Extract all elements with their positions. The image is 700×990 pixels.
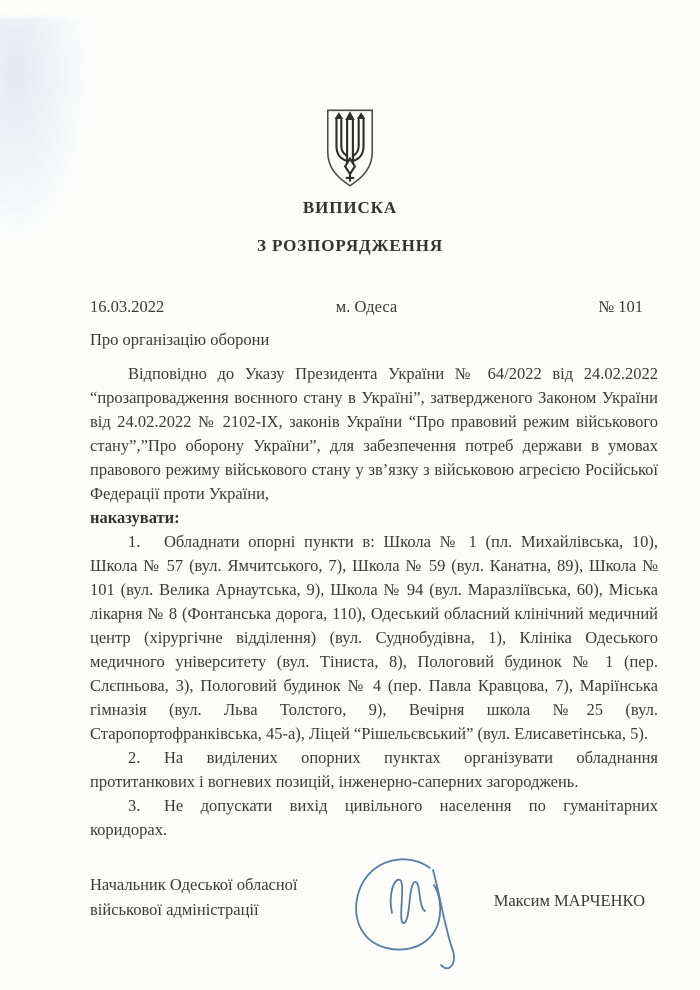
doc-body bbox=[90, 362, 658, 842]
signatory-position-line1: Начальник Одеської обласної bbox=[90, 875, 298, 894]
item-number: 3. bbox=[128, 796, 141, 815]
signature-block bbox=[90, 872, 655, 922]
order-item-2 bbox=[90, 746, 658, 794]
item-text: Не допускати вихід цивільного населення по гуманітарних коридорах. bbox=[90, 796, 658, 839]
order-item-3 bbox=[90, 794, 658, 842]
dateline bbox=[90, 297, 655, 317]
preamble-text: Відповідно до Указу Президента України № 64/2022 від 24.02.2022 “прозапровадження воєнного стану в Україні”, затвердженого Законом України від 24.02.2022 № 2102-IX, законів України “Про правовий режим військового стану”,”Про оборону України”, для забезпечення потреб держави в умовах правового режиму військового стану у зв’язку з військовою агресією Російської Федерації проти України, bbox=[90, 364, 658, 503]
signatory-position-line2: військової адміністрації bbox=[90, 900, 259, 919]
signatory-position bbox=[90, 872, 298, 922]
ukraine-trident-icon bbox=[321, 106, 379, 190]
item-text: На виділених опорних пунктах організувати обладнання протитанкових і вогневих позицій, інженерно-саперних загороджень. bbox=[90, 748, 658, 791]
doc-subject: Про організацію оборони bbox=[90, 330, 270, 349]
order-word: наказувати: bbox=[90, 508, 180, 527]
doc-title: ВИПИСКА bbox=[302, 198, 398, 217]
item-number: 2. bbox=[128, 748, 141, 767]
doc-subtitle: З РОЗПОРЯДЖЕННЯ bbox=[256, 236, 444, 255]
order-item-1 bbox=[90, 530, 658, 746]
doc-date: 16.03.2022 bbox=[90, 297, 165, 316]
item-text: Обладнати опорні пункти в: Школа № 1 (пл. Михайлівська, 10), Школа № 57 (вул. Ямчитського, 7), Школа № 59 (вул. Канатна, 89), Школа № 101 (вул. Велика Арнаутська, 9), Школа № 94 (вул. Маразліївська, 60), Міська лікарня № 8 (Фонтанська дорога, 110), Одеський обласний клінічний медичний центр (хірургічне відділення) (вул. Суднобудівна, 1), Клініка Одеського медичного університету (вул. Тіниста, 8), Пологовий будинок № 1 (пер. Слєпньова, 3), Пологовий будинок № 4 (пер. Павла Кравцова, 7), Маріїнська гімназія (вул. Льва Толстого, 9), Вечірня школа №25 (вул. Старопортофранківська, 45-а), Ліцей “Рішельєвський” (вул. Елисаветінська, 5). bbox=[90, 532, 658, 743]
doc-number: № 101 bbox=[598, 297, 643, 316]
doc-place: м. Одеса bbox=[335, 297, 398, 316]
item-number: 1. bbox=[128, 532, 141, 551]
preamble-paragraph bbox=[90, 362, 658, 506]
signatory-name: Максим МАРЧЕНКО bbox=[493, 890, 645, 910]
